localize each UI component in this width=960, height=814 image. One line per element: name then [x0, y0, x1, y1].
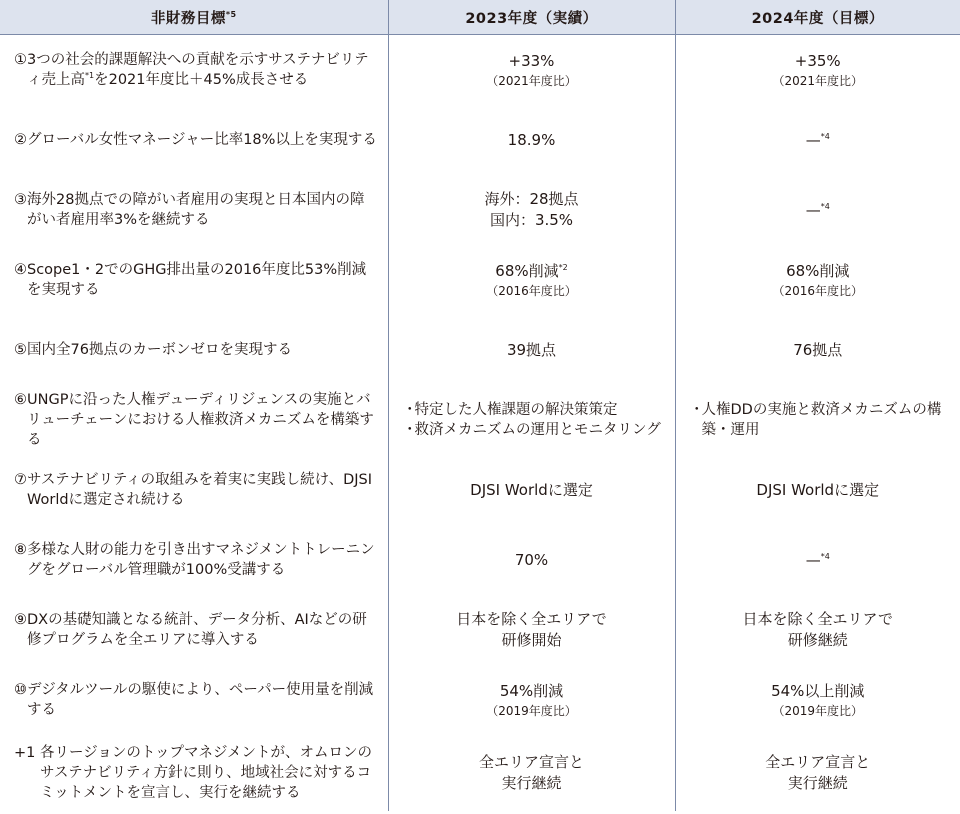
result-2023-cell: [388, 175, 675, 245]
goal-text: 国内全76拠点のカーボンゼロを実現する: [27, 342, 292, 358]
bullet-text: 特定した人権課題の解決策策定: [414, 402, 618, 418]
result-2023-cell: [388, 455, 675, 525]
target-2024-cell: [675, 175, 960, 245]
goal-cell: [0, 245, 388, 315]
result-2023-cell: [388, 525, 675, 595]
goal-number: ①: [14, 52, 27, 68]
target-2024-basis: （2016年度比）: [772, 283, 864, 298]
result-2023-cell: [388, 595, 675, 665]
header-goal: [0, 0, 388, 35]
goal-text-part: 3つの社会的課題解決への貢献を示すサステナビリティ売上高: [27, 52, 369, 88]
result-2023-cell: [388, 385, 675, 455]
goal-text: 各リージョンのトップマネジメントが、オムロンのサステナビリティ方針に則り、地域社会に対するコミットメントを宣言し、実行を継続する: [39, 745, 373, 801]
target-2024-basis: （2021年度比）: [772, 73, 864, 88]
target-2024-cell: [675, 665, 960, 735]
target-2024-value: —: [805, 550, 821, 569]
bullet-text: 人権DDの実施と救済メカニズムの構築・運用: [701, 402, 942, 438]
bullet-mark: ・: [689, 402, 704, 418]
target-2024-value: 76拠点: [793, 340, 843, 359]
goal-cell: [0, 385, 388, 455]
result-2023-basis: （2019年度比）: [486, 703, 577, 718]
goal-cell: [0, 735, 388, 811]
result-2023-value: +33%: [508, 51, 555, 70]
table-row: [0, 245, 960, 315]
bullet-text: 救済メカニズムの運用とモニタリング: [414, 422, 661, 438]
target-2024-value: DJSI Worldに選定: [756, 480, 880, 499]
target-2024-value: +35%: [794, 51, 841, 70]
goal-number: ⑥: [14, 392, 27, 408]
result-2023-cell: [388, 105, 675, 175]
goal-text-part: を2021年度比＋45%成長させる: [94, 72, 309, 88]
goal-cell: [0, 105, 388, 175]
target-2024-cell: [675, 455, 960, 525]
result-2023-value: 70%: [514, 550, 549, 569]
table-row: [0, 735, 960, 811]
goal-text: [27, 50, 378, 90]
target-2024-cell: [675, 245, 960, 315]
goal-note: *1: [85, 71, 95, 81]
table-row: [0, 35, 960, 106]
goal-text: デジタルツールの駆使により、ペーパー使用量を削減する: [27, 682, 374, 718]
result-2023-value: 39拠点: [506, 340, 557, 359]
result-2023-cell: [388, 735, 675, 811]
target-2024-cell: [675, 315, 960, 385]
result-2023-value: 18.9%: [507, 130, 556, 149]
goal-number: ⑦: [14, 472, 27, 488]
target-2024-line: 全エリア宣言と: [765, 753, 871, 771]
goal-number: ⑨: [14, 612, 27, 628]
result-2023-basis: （2021年度比）: [486, 73, 577, 88]
target-2024-note: *4: [820, 201, 830, 211]
goal-number: ④: [14, 262, 27, 278]
result-2023-note: *2: [558, 262, 568, 272]
goal-text: DXの基礎知識となる統計、データ分析、AIなどの研修プログラムを全エリアに導入する: [27, 612, 367, 648]
result-2023-line: 研修開始: [501, 631, 562, 649]
goal-text: Scope1・2でのGHG排出量の2016年度比53%削減を実現する: [27, 262, 367, 298]
header-goal-label: 非財務目標: [150, 10, 226, 27]
target-2024-value: —: [805, 200, 821, 219]
header-goal-note: *5: [225, 9, 237, 19]
goal-number: +1: [14, 745, 40, 761]
target-2024-cell: [675, 385, 960, 455]
goal-cell: [0, 595, 388, 665]
goal-cell: [0, 35, 388, 106]
result-2023-line: 実行継続: [501, 774, 562, 792]
target-2024-cell: [675, 105, 960, 175]
goal-number: ⑤: [14, 342, 27, 358]
target-2024-cell: [675, 735, 960, 811]
goal-cell: [0, 665, 388, 735]
header-2024: 2024年度（目標）: [675, 0, 960, 35]
result-2023-line: 海外：28拠点: [484, 190, 579, 208]
target-2024-cell: [675, 595, 960, 665]
result-2023-value: 54%削減: [499, 681, 564, 700]
goal-cell: [0, 525, 388, 595]
result-2023-line: 国内：3.5%: [489, 211, 574, 229]
target-2024-cell: [675, 525, 960, 595]
goal-text: グローバル女性マネージャー比率18%以上を実現する: [27, 132, 377, 148]
goal-number: ③: [14, 192, 27, 208]
goal-text: 多様な人財の能力を引き出すマネジメントトレーニングをグローバル管理職が100%受講する: [27, 542, 375, 578]
table-row: [0, 525, 960, 595]
header-row: [0, 0, 960, 35]
bullet-item: [690, 400, 960, 440]
target-2024-line: 日本を除く全エリアで: [742, 610, 893, 628]
bullet-mark: ・: [402, 422, 417, 438]
goal-cell: [0, 315, 388, 385]
table-row: [0, 665, 960, 735]
goal-cell: [0, 455, 388, 525]
bullet-mark: ・: [402, 402, 417, 418]
target-2024-line: 実行継続: [787, 774, 848, 792]
target-2024-value: 54%以上削減: [771, 681, 865, 700]
result-2023-basis: （2016年度比）: [486, 283, 577, 298]
table-row: [0, 455, 960, 525]
bullet-item: [403, 400, 675, 420]
goal-text: 海外28拠点での障がい者雇用の実現と日本国内の障がい者雇用率3%を継続する: [27, 192, 365, 228]
result-2023-value: 68%削減: [495, 261, 559, 280]
table-row: [0, 595, 960, 665]
result-2023-cell: [388, 35, 675, 106]
result-2023-line: 日本を除く全エリアで: [456, 610, 607, 628]
result-2023-line: 全エリア宣言と: [478, 753, 584, 771]
table-row: [0, 315, 960, 385]
result-2023-cell: [388, 665, 675, 735]
target-2024-cell: [675, 35, 960, 106]
result-2023-cell: [388, 315, 675, 385]
target-2024-value: —: [805, 130, 821, 149]
table-row: [0, 385, 960, 455]
target-2024-value: 68%削減: [786, 261, 850, 280]
target-2024-note: *4: [820, 131, 830, 141]
header-2023: 2023年度（実績）: [388, 0, 675, 35]
table-row: [0, 105, 960, 175]
goal-number: ⑩: [14, 682, 27, 698]
result-2023-value: DJSI Worldに選定: [470, 480, 593, 499]
result-2023-cell: [388, 245, 675, 315]
goal-number: ⑧: [14, 542, 27, 558]
goal-text: UNGPに沿った人権デューディリジェンスの実施とバリューチェーンにおける人権救済メカニズムを構築する: [27, 392, 374, 448]
target-2024-line: 研修継続: [787, 631, 848, 649]
target-2024-basis: （2019年度比）: [772, 703, 864, 718]
result-2023-value-wrap: [389, 261, 675, 282]
goal-text: サステナビリティの取組みを着実に実践し続け、DJSI Worldに選定され続ける: [27, 472, 373, 508]
table-row: [0, 175, 960, 245]
target-2024-note: *4: [820, 551, 830, 561]
goal-number: ②: [14, 132, 27, 148]
goal-cell: [0, 175, 388, 245]
bullet-item: [403, 420, 675, 440]
